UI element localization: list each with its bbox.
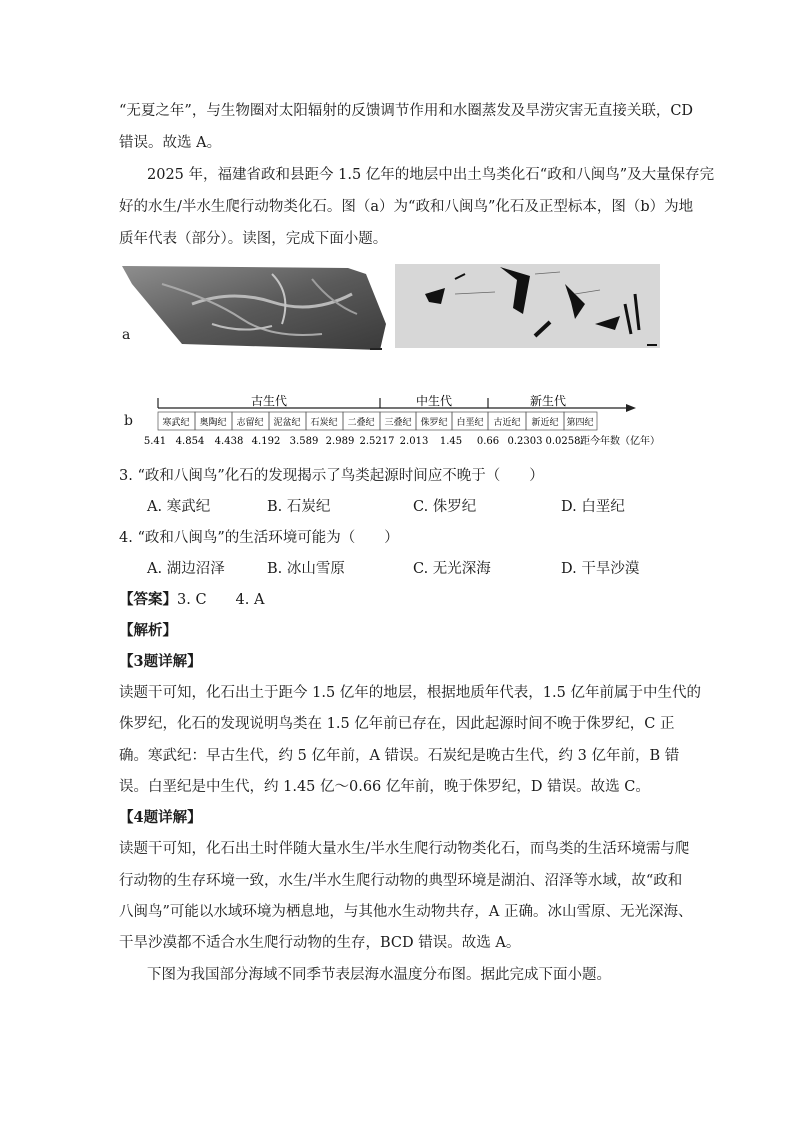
- text-line: 误。白垩纪是中生代，约 1.45 亿～0.66 亿年前，晚于侏罗纪，D 错误。故选 C。: [119, 779, 650, 795]
- text-line: 侏罗纪，化石的发现说明鸟类在 1.5 亿年前已存在，因此起源时间不晚于侏罗纪，C 正: [119, 716, 675, 732]
- age-label: 2.013: [399, 436, 429, 447]
- period-label: 志留纪: [236, 418, 264, 428]
- period-label: 三叠纪: [384, 418, 412, 428]
- q4-option-d: D. 干旱沙漠: [561, 561, 640, 577]
- age-label: 0.66: [476, 436, 500, 447]
- period-label: 古近纪: [493, 418, 521, 428]
- period-label: 寒武纪: [162, 418, 190, 428]
- q3-option-c: C. 侏罗纪: [413, 499, 477, 515]
- q4-detail-heading: 【4题详解】: [119, 809, 202, 826]
- q3-option-d: D. 白垩纪: [561, 499, 625, 515]
- text-line: 行动物的生存环境一致，水生/半水生爬行动物的典型环境是湖泊、沼泽等水域，故“政和: [119, 873, 683, 889]
- era-label: 新生代: [529, 394, 567, 408]
- era-label: 中生代: [415, 394, 453, 408]
- period-label: 奥陶纪: [199, 418, 227, 428]
- q3-option-a: A. 寒武纪: [147, 499, 211, 515]
- fossil-photo: [122, 264, 386, 352]
- age-label: 5.41: [143, 436, 167, 447]
- age-label: 4.854: [175, 436, 205, 447]
- text-line: 八闽鸟”可能以水域环境为栖息地，与其他水生动物共存，A 正确。冰山雪原、无光深海、: [119, 904, 693, 920]
- figure-a-label: a: [122, 327, 131, 343]
- period-label: 新近纪: [531, 418, 559, 428]
- fossil-diagram: [395, 264, 660, 348]
- age-label: 0.0258: [545, 436, 581, 447]
- q3-option-b: B. 石炭纪: [267, 499, 331, 515]
- text-line: 下图为我国部分海域不同季节表层海水温度分布图。据此完成下面小题。: [147, 967, 611, 983]
- text-line: “无夏之年”，与生物圈对太阳辐射的反馈调节作用和水圈蒸发及旱涝灾害无直接关联，CD: [119, 103, 694, 119]
- period-label: 侏罗纪: [420, 418, 448, 428]
- era-label: 古生代: [250, 394, 288, 408]
- period-label: 第四纪: [566, 418, 594, 428]
- text-line: 错误。故选 A。: [119, 135, 222, 151]
- q3-detail-heading: 【3题详解】: [119, 653, 202, 670]
- axis-label: 距今年数（亿年）: [580, 436, 660, 447]
- q4-option-b: B. 冰山雪原: [267, 561, 345, 577]
- q4-option-a: A. 湖边沼泽: [147, 561, 225, 577]
- text-line: 干旱沙漠都不适合水生爬行动物的生存，BCD 错误。故选 A。: [119, 935, 521, 951]
- question-3-stem: 3. “政和八闽鸟”化石的发现揭示了鸟类起源时间应不晚于（ ）: [119, 468, 544, 484]
- age-label: 0.2303: [507, 436, 543, 447]
- age-label: 4.438: [214, 436, 244, 447]
- age-label: 3.589: [289, 436, 319, 447]
- text-line: 确。寒武纪：早古生代，约 5 亿年前，A 错误。石炭纪是晚古生代，约 3 亿年前，B 错: [119, 748, 680, 764]
- period-label: 白垩纪: [456, 418, 484, 428]
- age-label: 2.5217: [359, 436, 395, 447]
- age-label: 1.45: [439, 436, 463, 447]
- period-label: 石炭纪: [310, 418, 338, 428]
- question-4-stem: 4. “政和八闽鸟”的生活环境可能为（ ）: [119, 530, 399, 546]
- answer-text: 3. C 4. A: [177, 592, 265, 608]
- age-label: 4.192: [251, 436, 281, 447]
- q4-option-c: C. 无光深海: [413, 561, 491, 577]
- answer-label: 【答案】: [119, 591, 177, 608]
- answer-line: [119, 593, 264, 608]
- text-line: 2025 年，福建省政和县距今 1.5 亿年的地层中出土鸟类化石“政和八闽鸟”及大量保存完: [147, 167, 715, 183]
- figure-b-label: b: [124, 413, 133, 429]
- period-label: 二叠纪: [347, 418, 375, 428]
- age-label: 2.989: [325, 436, 355, 447]
- geologic-timeline: [140, 392, 680, 452]
- text-line: 读题干可知，化石出土于距今 1.5 亿年的地层，根据地质年代表，1.5 亿年前属于中生代的: [119, 685, 701, 701]
- text-line: 读题干可知，化石出土时伴随大量水生/半水生爬行动物类化石，而鸟类的生活环境需与爬: [119, 841, 690, 857]
- analysis-label: 【解析】: [119, 622, 177, 639]
- text-line: 质年代表（部分）。读图，完成下面小题。: [119, 231, 388, 247]
- period-label: 泥盆纪: [273, 418, 301, 428]
- text-line: 好的水生/半水生爬行动物类化石。图（a）为“政和八闽鸟”化石及正型标本，图（b）为地: [119, 199, 694, 215]
